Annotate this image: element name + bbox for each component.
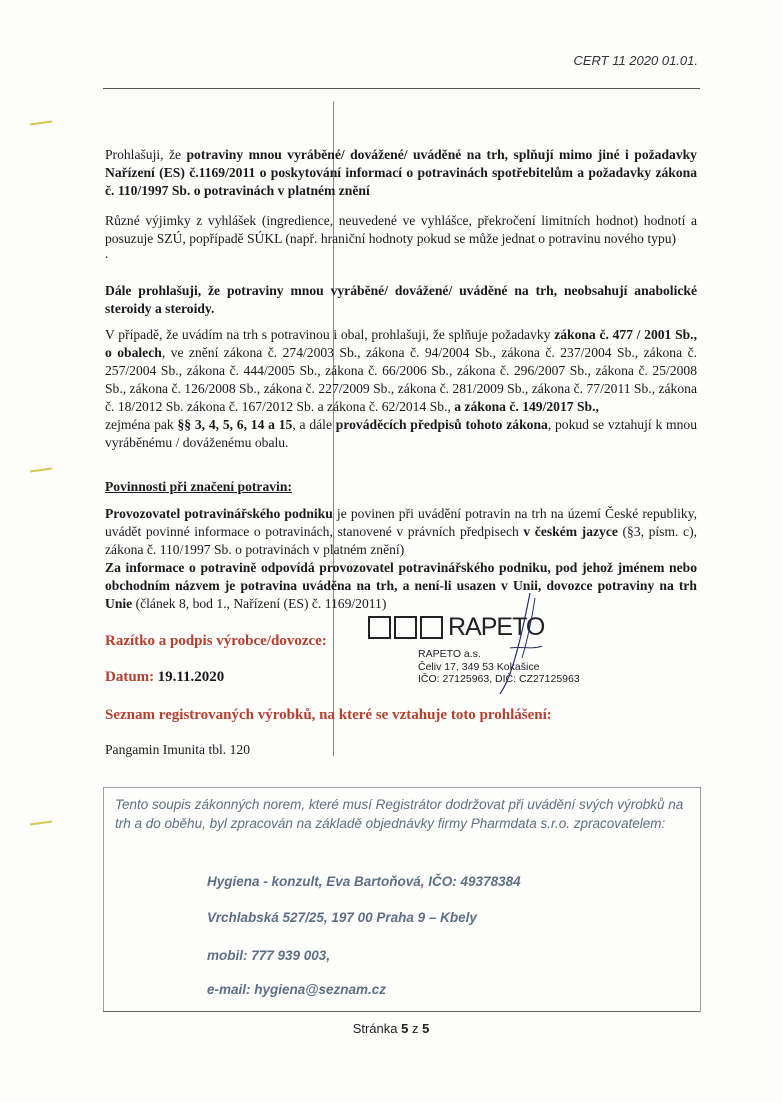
processor-mobile: mobil: 777 939 003, [207, 948, 331, 963]
text: Dále prohlašuji, že potraviny mnou vyráběné/ dovážené/ uváděné na trh, neobsahují anabolické steroidy a steroidy. [105, 283, 697, 316]
text: (článek 8, bod 1., Nařízení (ES) č. 1169/2011) [132, 596, 387, 611]
notice-text: Tento soupis zákonných norem, které musí Registrátor dodržovat při uvádění svých výrobků na trh a do oběhu, byl zpracován na základě objednávky firmy Pharmdata s.r.o. zpracovatelem: [115, 797, 684, 831]
text: , ve znění zákona č. 274/2003 Sb., zákona č. 94/2004 Sb., zákona č. 237/2004 Sb., zákona č. 257/2004 Sb., zákona č. 444/2005 Sb., zákona č. 66/2006 Sb., zákona č. 296/2007 Sb., zákona č. 25/2008 Sb., zákona č. 126/2008 Sb., zákona č. 227/2009 Sb., zákona č. 281/2009 Sb., zákona č. 77/2011 Sb., zákona č. 18/2012 Sb. zákona č. 167/2012 Sb. a zákona č. 62/2014 Sb., [105, 345, 697, 414]
margin-mark [30, 820, 52, 825]
company-name: RAPETO a.s. [418, 648, 481, 660]
declaration-paragraph-2 [105, 212, 697, 260]
text: . [105, 246, 109, 261]
date-value: 19.11.2020 [157, 669, 225, 685]
text: a zákona č. 149/2017 Sb., [454, 399, 599, 414]
text: zejména pak [105, 417, 178, 432]
text: Provozovatel potravinářského podniku [105, 506, 333, 521]
declaration-paragraph-1 [105, 146, 697, 200]
text: , pokud se vztahují k mnou vyráběnému / dováženému obalu. [105, 417, 697, 450]
text: o poskytování informací o potravinách spotřebitelům a požadavky zákona č. 110/1997 Sb. o potravinách v platném znění [105, 165, 697, 198]
text: Prohlašuji, že [105, 147, 187, 162]
date-label: Datum: [105, 669, 155, 685]
text: v českém jazyce [523, 524, 618, 539]
text: je povinen při uvádění potravin na trh na území České republiky, uvádět povinné informace o potravinách, stanovené v právních předpisech [105, 506, 698, 539]
labeling-heading: Povinnosti při značení potravin: [105, 479, 292, 494]
text: prováděcích předpisů tohoto zákona [335, 417, 548, 432]
text: Různé výjimky z vyhlášek (ingredience, neuvedené ve vyhlášce, překročení limitních hodnot) hodnotí a posuzuje SZÚ, popřípadě SÚKL (např. hraniční hodnoty pokud se může jednat o potravinu nového typu) [105, 213, 697, 246]
document-code: CERT 11 2020 01.01. [573, 53, 698, 68]
text: 5 [401, 1021, 409, 1036]
processor-name: Hygiena - konzult, Eva Bartoňová, IČO: 49378384 [207, 874, 521, 889]
text: 5 [422, 1021, 430, 1036]
company-address: Čeliv 17, 349 53 Kokašice [418, 660, 540, 673]
logo-text: RAPETO [448, 613, 545, 641]
header-divider [103, 88, 700, 89]
text: Stránka [352, 1021, 402, 1036]
text: , a dále [292, 417, 336, 432]
products-heading: Seznam registrovaných výrobků, na které se vztahuje toto prohlášení: [105, 707, 552, 723]
text: zákona č. 477 / 2001 Sb., o obalech [105, 327, 697, 360]
page-number [0, 1021, 782, 1036]
processor-address: Vrchlabská 527/25, 197 00 Praha 9 – Kbely [207, 910, 477, 925]
text: Za informace o potravině odpovídá provozovatel potravinářského podniku, pod jehož jménem nebo obchodním názvem je potravina uváděna na trh, a není-li usazen v Unii, dovozce potraviny na trh Unie [105, 560, 697, 611]
labeling-paragraph [105, 505, 697, 613]
processor-email: e-mail: hygiena@seznam.cz [207, 982, 386, 997]
declaration-paragraph-3 [105, 282, 697, 318]
text: (§3, písm. c), zákona č. 110/1997 Sb. o potravinách v platném znění) [105, 524, 697, 557]
margin-mark [30, 467, 52, 472]
company-ids: IČO: 27125963, DIČ: CZ27125963 [418, 673, 580, 685]
margin-mark [30, 120, 52, 125]
declaration-paragraph-4 [105, 326, 697, 452]
text: V případě, že uvádím na trh s potravinou i obal, prohlašuji, že splňuje požadavky [105, 327, 555, 342]
product-item: Pangamin Imunita tbl. 120 [105, 742, 250, 757]
text: potraviny mnou vyráběné/ dovážené/ uváděné na trh, splňují mimo jiné i požadavky Nařízení (ES) č.1169/2011 [105, 147, 697, 180]
stamp-label: Razítko a podpis výrobce/dovozce: [105, 633, 327, 649]
footer-divider [103, 1011, 700, 1012]
handwritten-signature [470, 588, 570, 698]
text: §§ 3, 4, 5, 6, 14 a 15 [177, 417, 293, 432]
text: z [408, 1021, 423, 1036]
